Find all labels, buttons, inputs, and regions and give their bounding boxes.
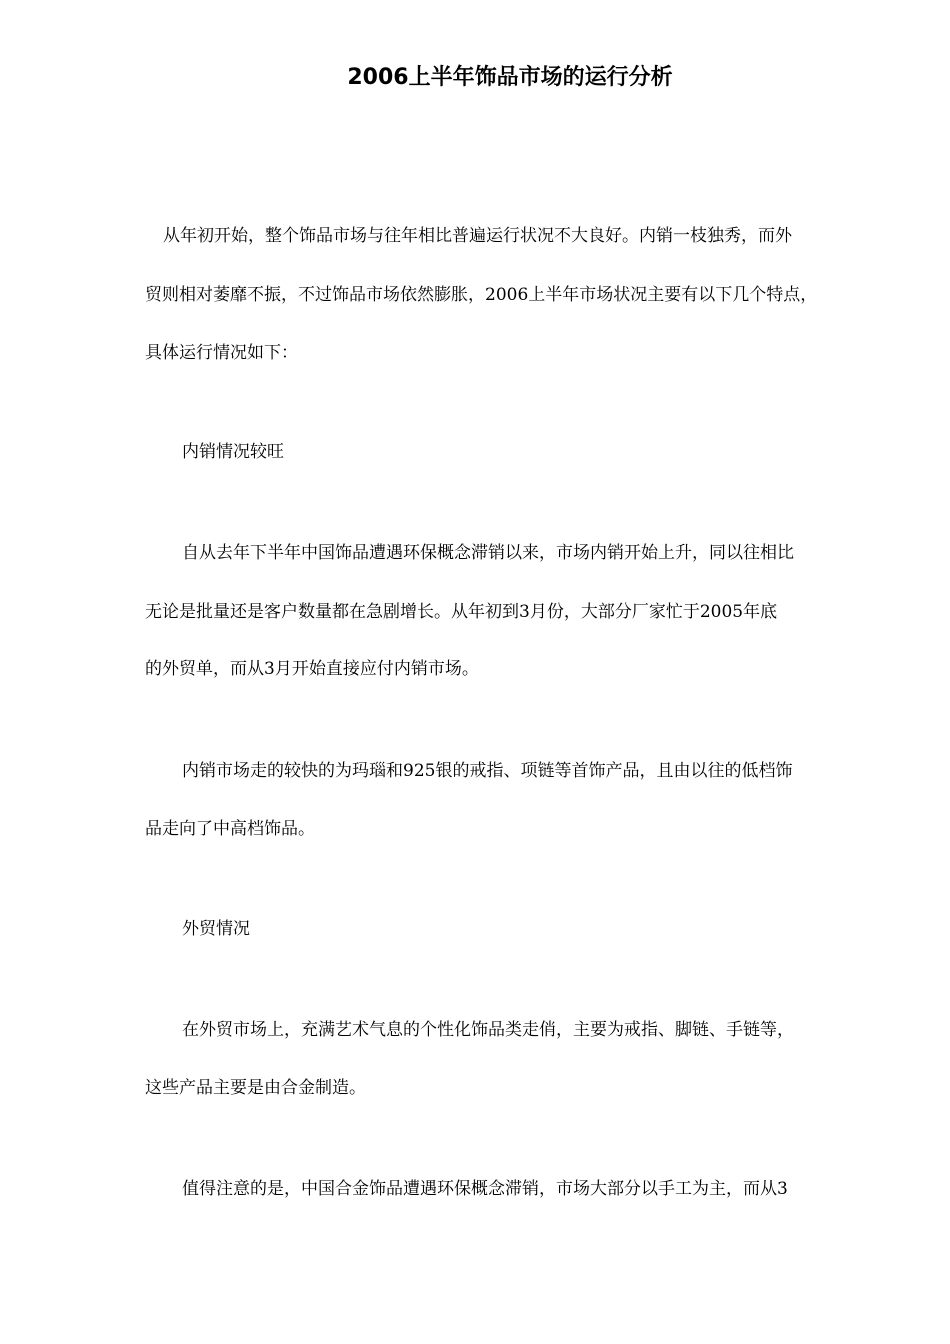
- paragraph-line: 这些产品主要是由合金制造。: [145, 1078, 366, 1098]
- paragraph-line: 品走向了中高档饰品。: [145, 819, 315, 839]
- document-title: 2006上半年饰品市场的运行分析: [347, 65, 673, 90]
- paragraph-line: 贸则相对萎靡不振，不过饰品市场依然膨胀，2006上半年市场状况主要有以下几个特点，: [145, 285, 818, 305]
- paragraph-line: 无论是批量还是客户数量都在急剧增长。从年初到3月份，大部分厂家忙于2005年底: [145, 602, 778, 622]
- section-heading: 内销情况较旺: [182, 442, 284, 462]
- paragraph-line: 值得注意的是，中国合金饰品遭遇环保概念滞销，市场大部分以手工为主，而从3: [182, 1179, 788, 1199]
- paragraph-line: 在外贸市场上，充满艺术气息的个性化饰品类走俏，主要为戒指、脚链、手链等，: [182, 1020, 794, 1040]
- paragraph-line: 具体运行情况如下：: [145, 343, 298, 363]
- paragraph-line: 从年初开始，整个饰品市场与往年相比普遍运行状况不大良好。内销一枝独秀，而外: [163, 226, 792, 246]
- paragraph-line: 自从去年下半年中国饰品遭遇环保概念滞销以来，市场内销开始上升，同以往相比: [182, 543, 794, 563]
- paragraph-line: 的外贸单，而从3月开始直接应付内销市场。: [145, 659, 479, 679]
- paragraph-line: 内销市场走的较快的为玛瑙和925银的戒指、项链等首饰产品，且由以往的低档饰: [182, 761, 793, 781]
- section-heading: 外贸情况: [182, 919, 250, 939]
